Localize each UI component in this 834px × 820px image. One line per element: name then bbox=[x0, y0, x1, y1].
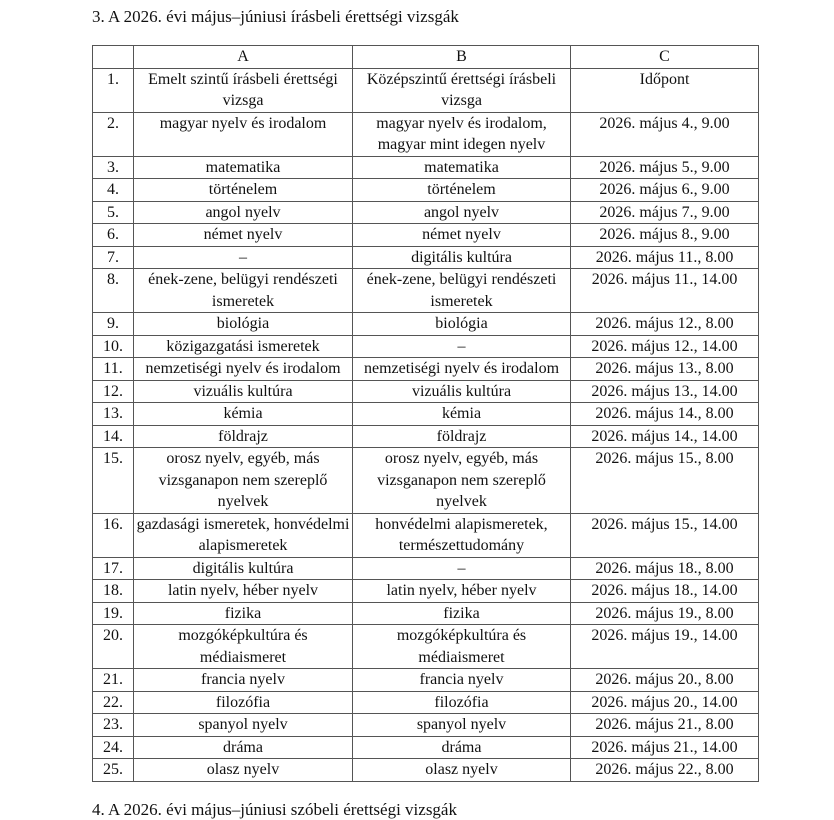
table-row bbox=[93, 246, 759, 269]
intermediate-exam-cell: – bbox=[353, 557, 571, 580]
time-cell: 2026. május 4., 9.00 bbox=[571, 112, 759, 156]
table-row bbox=[93, 759, 759, 782]
intermediate-exam-cell: matematika bbox=[353, 156, 571, 179]
row-number: 25. bbox=[93, 759, 134, 782]
table-row bbox=[93, 358, 759, 381]
advanced-exam-cell: olasz nyelv bbox=[134, 759, 353, 782]
table-row bbox=[93, 269, 759, 313]
time-cell: 2026. május 12., 8.00 bbox=[571, 313, 759, 336]
time-cell: 2026. május 14., 14.00 bbox=[571, 425, 759, 448]
table-row bbox=[93, 156, 759, 179]
intermediate-exam-cell: mozgóképkultúra és médiaismeret bbox=[353, 625, 571, 669]
advanced-exam-cell: vizuális kultúra bbox=[134, 380, 353, 403]
row-number: 13. bbox=[93, 403, 134, 426]
advanced-exam-cell: mozgóképkultúra és médiaismeret bbox=[134, 625, 353, 669]
intermediate-exam-cell: ének-zene, belügyi rendészeti ismeretek bbox=[353, 269, 571, 313]
advanced-exam-cell: francia nyelv bbox=[134, 669, 353, 692]
time-cell: 2026. május 19., 14.00 bbox=[571, 625, 759, 669]
table-row bbox=[93, 736, 759, 759]
intermediate-exam-cell: német nyelv bbox=[353, 224, 571, 247]
intermediate-exam-cell: olasz nyelv bbox=[353, 759, 571, 782]
table-row bbox=[93, 313, 759, 336]
row-number: 22. bbox=[93, 691, 134, 714]
header-advanced-level: Emelt szintű írásbeli érettségi vizsga bbox=[134, 68, 353, 112]
advanced-exam-cell: digitális kultúra bbox=[134, 557, 353, 580]
table-row bbox=[93, 380, 759, 403]
intermediate-exam-cell: fizika bbox=[353, 602, 571, 625]
row-number: 3. bbox=[93, 156, 134, 179]
time-cell: 2026. május 15., 14.00 bbox=[571, 513, 759, 557]
table-row bbox=[93, 179, 759, 202]
time-cell: 2026. május 6., 9.00 bbox=[571, 179, 759, 202]
advanced-exam-cell: orosz nyelv, egyéb, más vizsganapon nem szereplő nyelvek bbox=[134, 448, 353, 514]
row-number: 19. bbox=[93, 602, 134, 625]
column-letter-b: B bbox=[353, 46, 571, 69]
intermediate-exam-cell: digitális kultúra bbox=[353, 246, 571, 269]
row-number: 14. bbox=[93, 425, 134, 448]
time-cell: 2026. május 14., 8.00 bbox=[571, 403, 759, 426]
intermediate-exam-cell: filozófia bbox=[353, 691, 571, 714]
advanced-exam-cell: közigazgatási ismeretek bbox=[134, 335, 353, 358]
row-number: 11. bbox=[93, 358, 134, 381]
time-cell: 2026. május 11., 8.00 bbox=[571, 246, 759, 269]
time-cell: 2026. május 8., 9.00 bbox=[571, 224, 759, 247]
intermediate-exam-cell: honvédelmi alapismeretek, természettudomány bbox=[353, 513, 571, 557]
table-row bbox=[93, 513, 759, 557]
exam-schedule-table bbox=[92, 45, 759, 782]
time-cell: 2026. május 20., 8.00 bbox=[571, 669, 759, 692]
advanced-exam-cell: – bbox=[134, 246, 353, 269]
time-cell: 2026. május 5., 9.00 bbox=[571, 156, 759, 179]
time-cell: 2026. május 18., 8.00 bbox=[571, 557, 759, 580]
advanced-exam-cell: spanyol nyelv bbox=[134, 714, 353, 737]
time-cell: 2026. május 20., 14.00 bbox=[571, 691, 759, 714]
row-number: 17. bbox=[93, 557, 134, 580]
table-row bbox=[93, 224, 759, 247]
time-cell: 2026. május 21., 8.00 bbox=[571, 714, 759, 737]
advanced-exam-cell: ének-zene, belügyi rendészeti ismeretek bbox=[134, 269, 353, 313]
table-row bbox=[93, 602, 759, 625]
advanced-exam-cell: német nyelv bbox=[134, 224, 353, 247]
column-letter-row bbox=[93, 46, 759, 69]
row-number: 7. bbox=[93, 246, 134, 269]
table-row bbox=[93, 557, 759, 580]
row-number: 8. bbox=[93, 269, 134, 313]
intermediate-exam-cell: dráma bbox=[353, 736, 571, 759]
advanced-exam-cell: nemzetiségi nyelv és irodalom bbox=[134, 358, 353, 381]
section-title: 3. A 2026. évi május–júniusi írásbeli érettségi vizsgák bbox=[92, 7, 459, 26]
next-section-title-cut: 4. A 2026. évi május–júniusi szóbeli érettségi vizsgák bbox=[92, 800, 457, 819]
intermediate-exam-cell: angol nyelv bbox=[353, 201, 571, 224]
table-row bbox=[93, 201, 759, 224]
intermediate-exam-cell: magyar nyelv és irodalom, magyar mint idegen nyelv bbox=[353, 112, 571, 156]
row-number: 9. bbox=[93, 313, 134, 336]
row-number: 23. bbox=[93, 714, 134, 737]
row-number: 4. bbox=[93, 179, 134, 202]
time-cell: 2026. május 11., 14.00 bbox=[571, 269, 759, 313]
intermediate-exam-cell: nemzetiségi nyelv és irodalom bbox=[353, 358, 571, 381]
row-number: 1. bbox=[93, 68, 134, 112]
intermediate-exam-cell: spanyol nyelv bbox=[353, 714, 571, 737]
advanced-exam-cell: dráma bbox=[134, 736, 353, 759]
row-number: 5. bbox=[93, 201, 134, 224]
advanced-exam-cell: kémia bbox=[134, 403, 353, 426]
table-row bbox=[93, 669, 759, 692]
advanced-exam-cell: földrajz bbox=[134, 425, 353, 448]
intermediate-exam-cell: földrajz bbox=[353, 425, 571, 448]
row-number: 21. bbox=[93, 669, 134, 692]
row-number: 16. bbox=[93, 513, 134, 557]
row-number: 15. bbox=[93, 448, 134, 514]
intermediate-exam-cell: latin nyelv, héber nyelv bbox=[353, 580, 571, 603]
advanced-exam-cell: gazdasági ismeretek, honvédelmi alapismeretek bbox=[134, 513, 353, 557]
intermediate-exam-cell: orosz nyelv, egyéb, más vizsganapon nem szereplő nyelvek bbox=[353, 448, 571, 514]
time-cell: 2026. május 21., 14.00 bbox=[571, 736, 759, 759]
time-cell: 2026. május 19., 8.00 bbox=[571, 602, 759, 625]
intermediate-exam-cell: történelem bbox=[353, 179, 571, 202]
row-number: 10. bbox=[93, 335, 134, 358]
intermediate-exam-cell: biológia bbox=[353, 313, 571, 336]
advanced-exam-cell: angol nyelv bbox=[134, 201, 353, 224]
time-cell: 2026. május 13., 14.00 bbox=[571, 380, 759, 403]
intermediate-exam-cell: kémia bbox=[353, 403, 571, 426]
advanced-exam-cell: latin nyelv, héber nyelv bbox=[134, 580, 353, 603]
time-cell: 2026. május 12., 14.00 bbox=[571, 335, 759, 358]
advanced-exam-cell: matematika bbox=[134, 156, 353, 179]
column-letter-c: C bbox=[571, 46, 759, 69]
row-number: 18. bbox=[93, 580, 134, 603]
table-row bbox=[93, 335, 759, 358]
table-row bbox=[93, 448, 759, 514]
table-row bbox=[93, 691, 759, 714]
time-cell: 2026. május 18., 14.00 bbox=[571, 580, 759, 603]
time-cell: 2026. május 15., 8.00 bbox=[571, 448, 759, 514]
table-row bbox=[93, 112, 759, 156]
advanced-exam-cell: magyar nyelv és irodalom bbox=[134, 112, 353, 156]
time-cell: 2026. május 13., 8.00 bbox=[571, 358, 759, 381]
table-row bbox=[93, 714, 759, 737]
intermediate-exam-cell: – bbox=[353, 335, 571, 358]
advanced-exam-cell: filozófia bbox=[134, 691, 353, 714]
column-letter-a: A bbox=[134, 46, 353, 69]
row-number: 12. bbox=[93, 380, 134, 403]
table-row bbox=[93, 403, 759, 426]
row-number: 20. bbox=[93, 625, 134, 669]
header-row bbox=[93, 68, 759, 112]
advanced-exam-cell: fizika bbox=[134, 602, 353, 625]
row-number: 6. bbox=[93, 224, 134, 247]
advanced-exam-cell: biológia bbox=[134, 313, 353, 336]
header-intermediate-level: Középszintű érettségi írásbeli vizsga bbox=[353, 68, 571, 112]
table-row bbox=[93, 425, 759, 448]
intermediate-exam-cell: francia nyelv bbox=[353, 669, 571, 692]
advanced-exam-cell: történelem bbox=[134, 179, 353, 202]
table-row bbox=[93, 580, 759, 603]
header-time: Időpont bbox=[571, 68, 759, 112]
intermediate-exam-cell: vizuális kultúra bbox=[353, 380, 571, 403]
row-number: 2. bbox=[93, 112, 134, 156]
column-letter-blank bbox=[93, 46, 134, 69]
row-number: 24. bbox=[93, 736, 134, 759]
time-cell: 2026. május 7., 9.00 bbox=[571, 201, 759, 224]
table-row bbox=[93, 625, 759, 669]
time-cell: 2026. május 22., 8.00 bbox=[571, 759, 759, 782]
